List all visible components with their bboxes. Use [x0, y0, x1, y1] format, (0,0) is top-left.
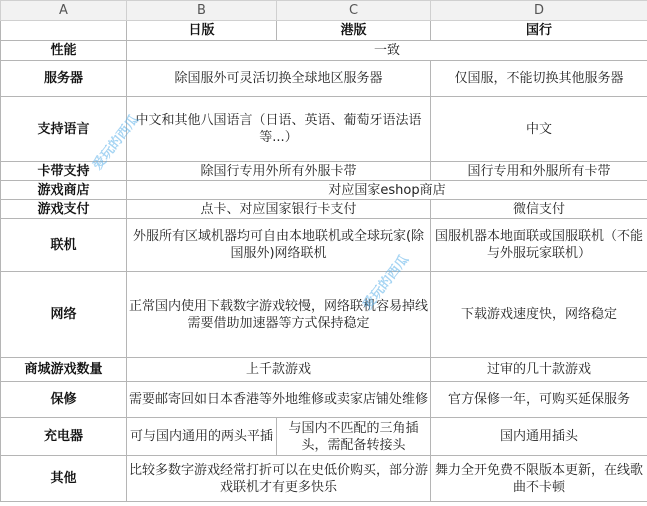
- table-row: [1, 272, 647, 358]
- cell-foreign-version[interactable]: 除国行专用外所有外服卡带: [127, 162, 431, 181]
- cell-china-version[interactable]: 过审的几十款游戏: [431, 358, 647, 382]
- table-row: [1, 200, 647, 219]
- cell-foreign-version[interactable]: 需要邮寄回如日本香港等外地维修或卖家店铺处维修: [127, 382, 431, 418]
- cell-china-version[interactable]: 仅国服，不能切换其他服务器: [431, 61, 647, 97]
- header-china-version[interactable]: 国行: [431, 21, 647, 41]
- cell-china-version[interactable]: 国行专用和外服所有卡带: [431, 162, 647, 181]
- row-label[interactable]: 游戏支付: [1, 200, 127, 219]
- row-label[interactable]: 卡带支持: [1, 162, 127, 181]
- cell-china-version[interactable]: 舞力全开免费不限版本更新，在线歌曲不卡顿: [431, 456, 647, 502]
- row-label[interactable]: 网络: [1, 272, 127, 358]
- cell-japan-version[interactable]: 可与国内通用的两头平插: [127, 418, 277, 456]
- cell-foreign-version[interactable]: 正常国内使用下载数字游戏较慢，网络联机容易掉线需要借助加速器等方式保持稳定: [127, 272, 431, 358]
- cell-china-version[interactable]: 国内通用插头: [431, 418, 647, 456]
- header-hongkong-version[interactable]: 港版: [277, 21, 431, 41]
- cell-china-version[interactable]: 下载游戏速度快，网络稳定: [431, 272, 647, 358]
- column-header-c[interactable]: C: [277, 1, 431, 21]
- row-label[interactable]: 支持语言: [1, 97, 127, 162]
- cell-hongkong-version[interactable]: 与国内不匹配的三角插头，需配备转接头: [277, 418, 431, 456]
- column-header-b[interactable]: B: [127, 1, 277, 21]
- table-row: [1, 219, 647, 272]
- cell-foreign-version[interactable]: 比较多数字游戏经常打折可以在史低价购买，部分游戏联机才有更多快乐: [127, 456, 431, 502]
- cell-foreign-version[interactable]: 外服所有区域机器均可自由本地联机或全球玩家(除国服外)网络联机: [127, 219, 431, 272]
- row-label[interactable]: 联机: [1, 219, 127, 272]
- cell-china-version[interactable]: 国服机器本地面联或国服联机（不能与外服玩家联机）: [431, 219, 647, 272]
- table-row: [1, 41, 647, 61]
- cell-foreign-version[interactable]: 上千款游戏: [127, 358, 431, 382]
- cell-foreign-version[interactable]: 中文和其他八国语言（日语、英语、葡萄牙语法语等...）: [127, 97, 431, 162]
- row-label[interactable]: 其他: [1, 456, 127, 502]
- cell-empty[interactable]: [1, 21, 127, 41]
- cell-china-version[interactable]: 官方保修一年，可购买延保服务: [431, 382, 647, 418]
- cell-merged[interactable]: 对应国家eshop商店: [127, 181, 647, 200]
- table-row: [1, 418, 647, 456]
- table-row: [1, 382, 647, 418]
- row-label[interactable]: 服务器: [1, 61, 127, 97]
- cell-merged[interactable]: 一致: [127, 41, 647, 61]
- column-header-d[interactable]: D: [431, 1, 647, 21]
- cell-china-version[interactable]: 微信支付: [431, 200, 647, 219]
- watermark-text: 爱玩的西瓜: [90, 112, 143, 173]
- row-label[interactable]: 充电器: [1, 418, 127, 456]
- watermark-text: 爱玩的西瓜: [360, 252, 413, 313]
- table-row: [1, 61, 647, 97]
- table-row: [1, 181, 647, 200]
- table-row: [1, 162, 647, 181]
- row-label[interactable]: 游戏商店: [1, 181, 127, 200]
- cell-foreign-version[interactable]: 点卡、对应国家银行卡支付: [127, 200, 431, 219]
- table-row: [1, 456, 647, 502]
- table-row: [1, 97, 647, 162]
- cell-foreign-version[interactable]: 除国服外可灵活切换全球地区服务器: [127, 61, 431, 97]
- cell-china-version[interactable]: 中文: [431, 97, 647, 162]
- column-header-a[interactable]: A: [1, 1, 127, 21]
- column-header-row: [1, 1, 647, 21]
- table-row: [1, 21, 647, 41]
- table-row: [1, 358, 647, 382]
- header-japan-version[interactable]: 日版: [127, 21, 277, 41]
- row-label[interactable]: 保修: [1, 382, 127, 418]
- row-label[interactable]: 性能: [1, 41, 127, 61]
- row-label[interactable]: 商城游戏数量: [1, 358, 127, 382]
